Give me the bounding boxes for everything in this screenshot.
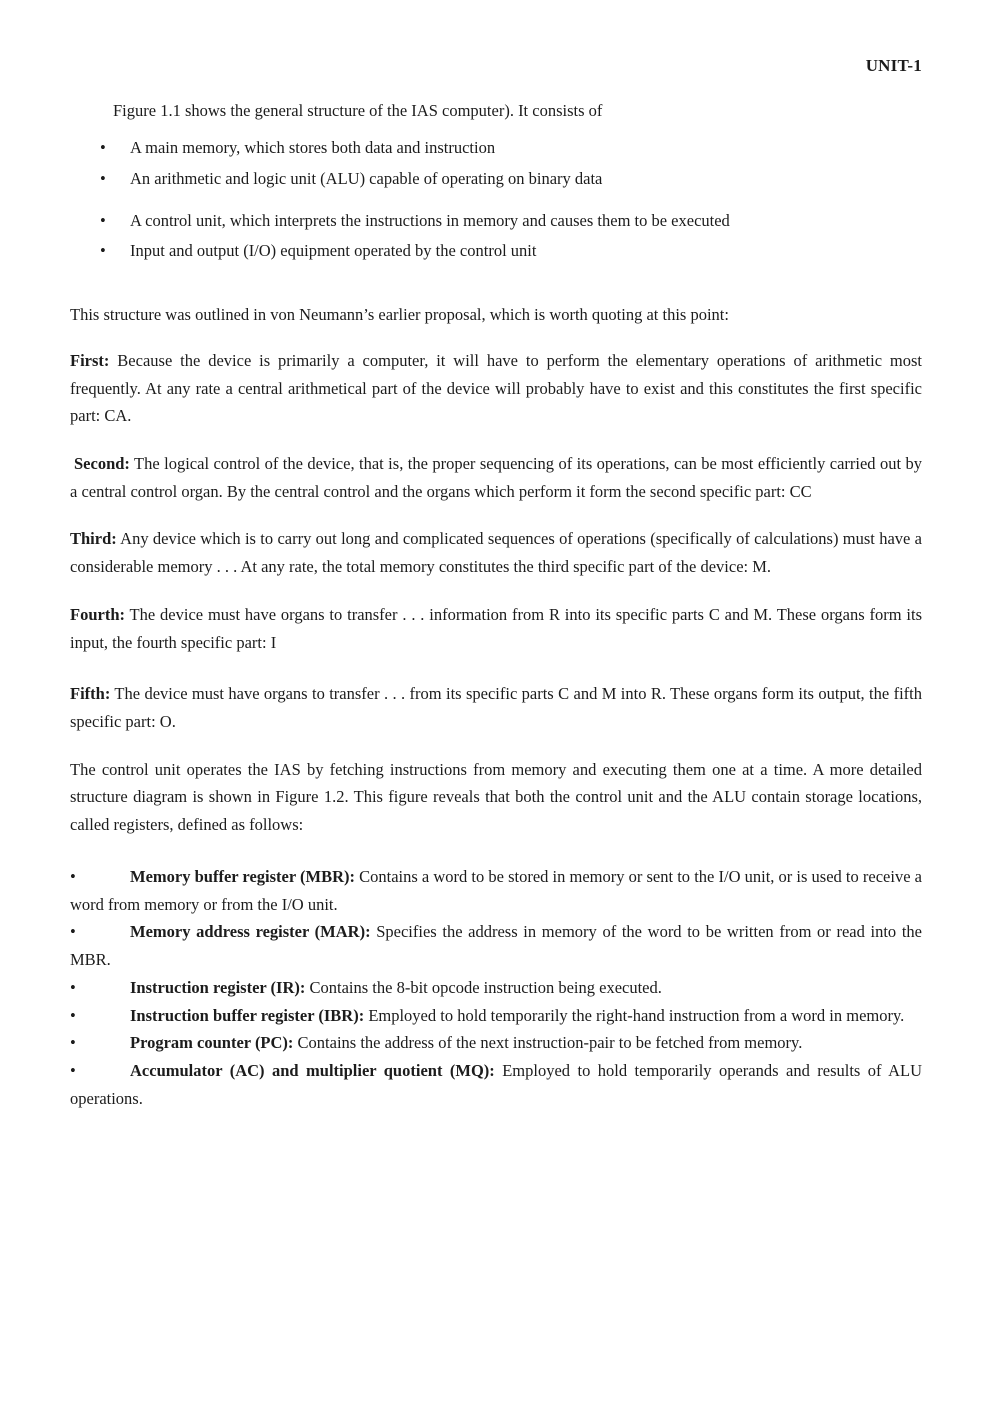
register-term: Instruction buffer register (IBR):	[130, 1005, 365, 1025]
list-item-text: A main memory, which stores both data and instruction	[130, 138, 496, 158]
register-item-ibr	[70, 1002, 922, 1030]
register-item-ac-mq	[70, 1057, 922, 1112]
bullet-icon: •	[100, 210, 106, 230]
quote-lead: Third:	[70, 529, 117, 549]
register-text: Employed to hold temporarily operands and results of ALU operations.	[70, 1060, 922, 1108]
structure-bullet-list	[100, 134, 922, 265]
bullet-icon: •	[100, 138, 106, 158]
list-item-alu	[100, 165, 922, 193]
list-item-io	[100, 237, 922, 265]
bullet-icon: •	[70, 1005, 76, 1025]
quote-text: Any device which is to carry out long and complicated sequences of operations (specifically of calculations) must have a considerable memory . . . At any rate, the total memory constitutes the third specific part of the device: M.	[70, 529, 922, 577]
register-text: Employed to hold temporarily the right-hand instruction from a word in memory.	[364, 1005, 905, 1025]
quote-second	[70, 450, 922, 505]
bullet-icon: •	[70, 1060, 76, 1080]
quote-lead: Fourth:	[70, 604, 125, 624]
register-item-mar	[70, 918, 922, 973]
register-text: Specifies the address in memory of the word to be written from or read into the MBR.	[70, 922, 922, 970]
register-item-ir	[70, 974, 922, 1002]
register-text: Contains the 8-bit opcode instruction being executed.	[305, 977, 662, 997]
quote-text: Because the device is primarily a computer, it will have to perform the elementary operations of arithmetic most frequently. At any rate a central arithmetical part of the device will probably have to exist and this constitutes the first specific part: CA.	[70, 350, 922, 426]
bullet-icon: •	[70, 922, 76, 942]
paragraph-control-unit: The control unit operates the IAS by fetching instructions from memory and executing them one at a time. A more detailed structure diagram is shown in Figure 1.2. This figure reveals that both the control unit and the ALU contain storage locations, called registers, defined as follows:	[70, 759, 922, 835]
register-term: Memory address register (MAR):	[130, 922, 371, 942]
quote-lead: First:	[70, 350, 110, 370]
register-term: Instruction register (IR):	[130, 977, 306, 997]
quote-fifth	[70, 680, 922, 735]
quote-text: The logical control of the device, that is, the proper sequencing of its operations, can be most efficiently carried out by a central control organ. By the central control and the organs which perform it form the second specific part: CC	[70, 454, 922, 501]
quote-third	[70, 525, 922, 580]
register-text: Contains the address of the next instruction-pair to be fetched from memory.	[293, 1033, 803, 1053]
quote-fourth	[70, 601, 922, 656]
intro-paragraph: Figure 1.1 shows the general structure of the IAS computer). It consists of	[113, 100, 603, 120]
bullet-icon: •	[70, 1033, 76, 1053]
quote-first	[70, 347, 922, 430]
register-text: Contains a word to be stored in memory or sent to the I/O unit, or is used to receive a word from memory or from the I/O unit.	[70, 866, 922, 914]
list-item-text: A control unit, which interprets the instructions in memory and causes them to be executed	[130, 210, 730, 230]
paragraph-von-neumann: This structure was outlined in von Neumann’s earlier proposal, which is worth quoting at this point:	[70, 305, 729, 325]
register-term: Program counter (PC):	[130, 1033, 294, 1053]
register-term: Memory buffer register (MBR):	[130, 866, 355, 886]
bullet-icon: •	[100, 241, 106, 261]
page-header	[70, 52, 922, 81]
register-item-pc	[70, 1029, 922, 1057]
list-item-text: An arithmetic and logic unit (ALU) capable of operating on binary data	[130, 168, 603, 188]
unit-title: UNIT-1	[865, 56, 922, 75]
register-term: Accumulator (AC) and multiplier quotient (MQ):	[130, 1060, 495, 1080]
quote-text: The device must have organs to transfer . . . information from R into its specific parts C and M. These organs form its input, the fourth specific part: I	[70, 604, 922, 652]
list-item-control-unit	[100, 207, 922, 235]
bullet-icon: •	[70, 977, 76, 997]
list-item-text: Input and output (I/O) equipment operated by the control unit	[130, 241, 537, 261]
quote-lead: Fifth:	[70, 684, 111, 704]
register-list	[70, 863, 922, 1112]
quote-text: The device must have organs to transfer . . . from its specific parts C and M into R. These organs form its output, the fifth specific part: O.	[70, 684, 922, 732]
register-item-mbr	[70, 863, 922, 918]
quote-lead: Second:	[74, 454, 130, 474]
bullet-icon: •	[70, 866, 76, 886]
bullet-icon: •	[100, 168, 106, 188]
list-item-main-memory	[100, 134, 922, 162]
